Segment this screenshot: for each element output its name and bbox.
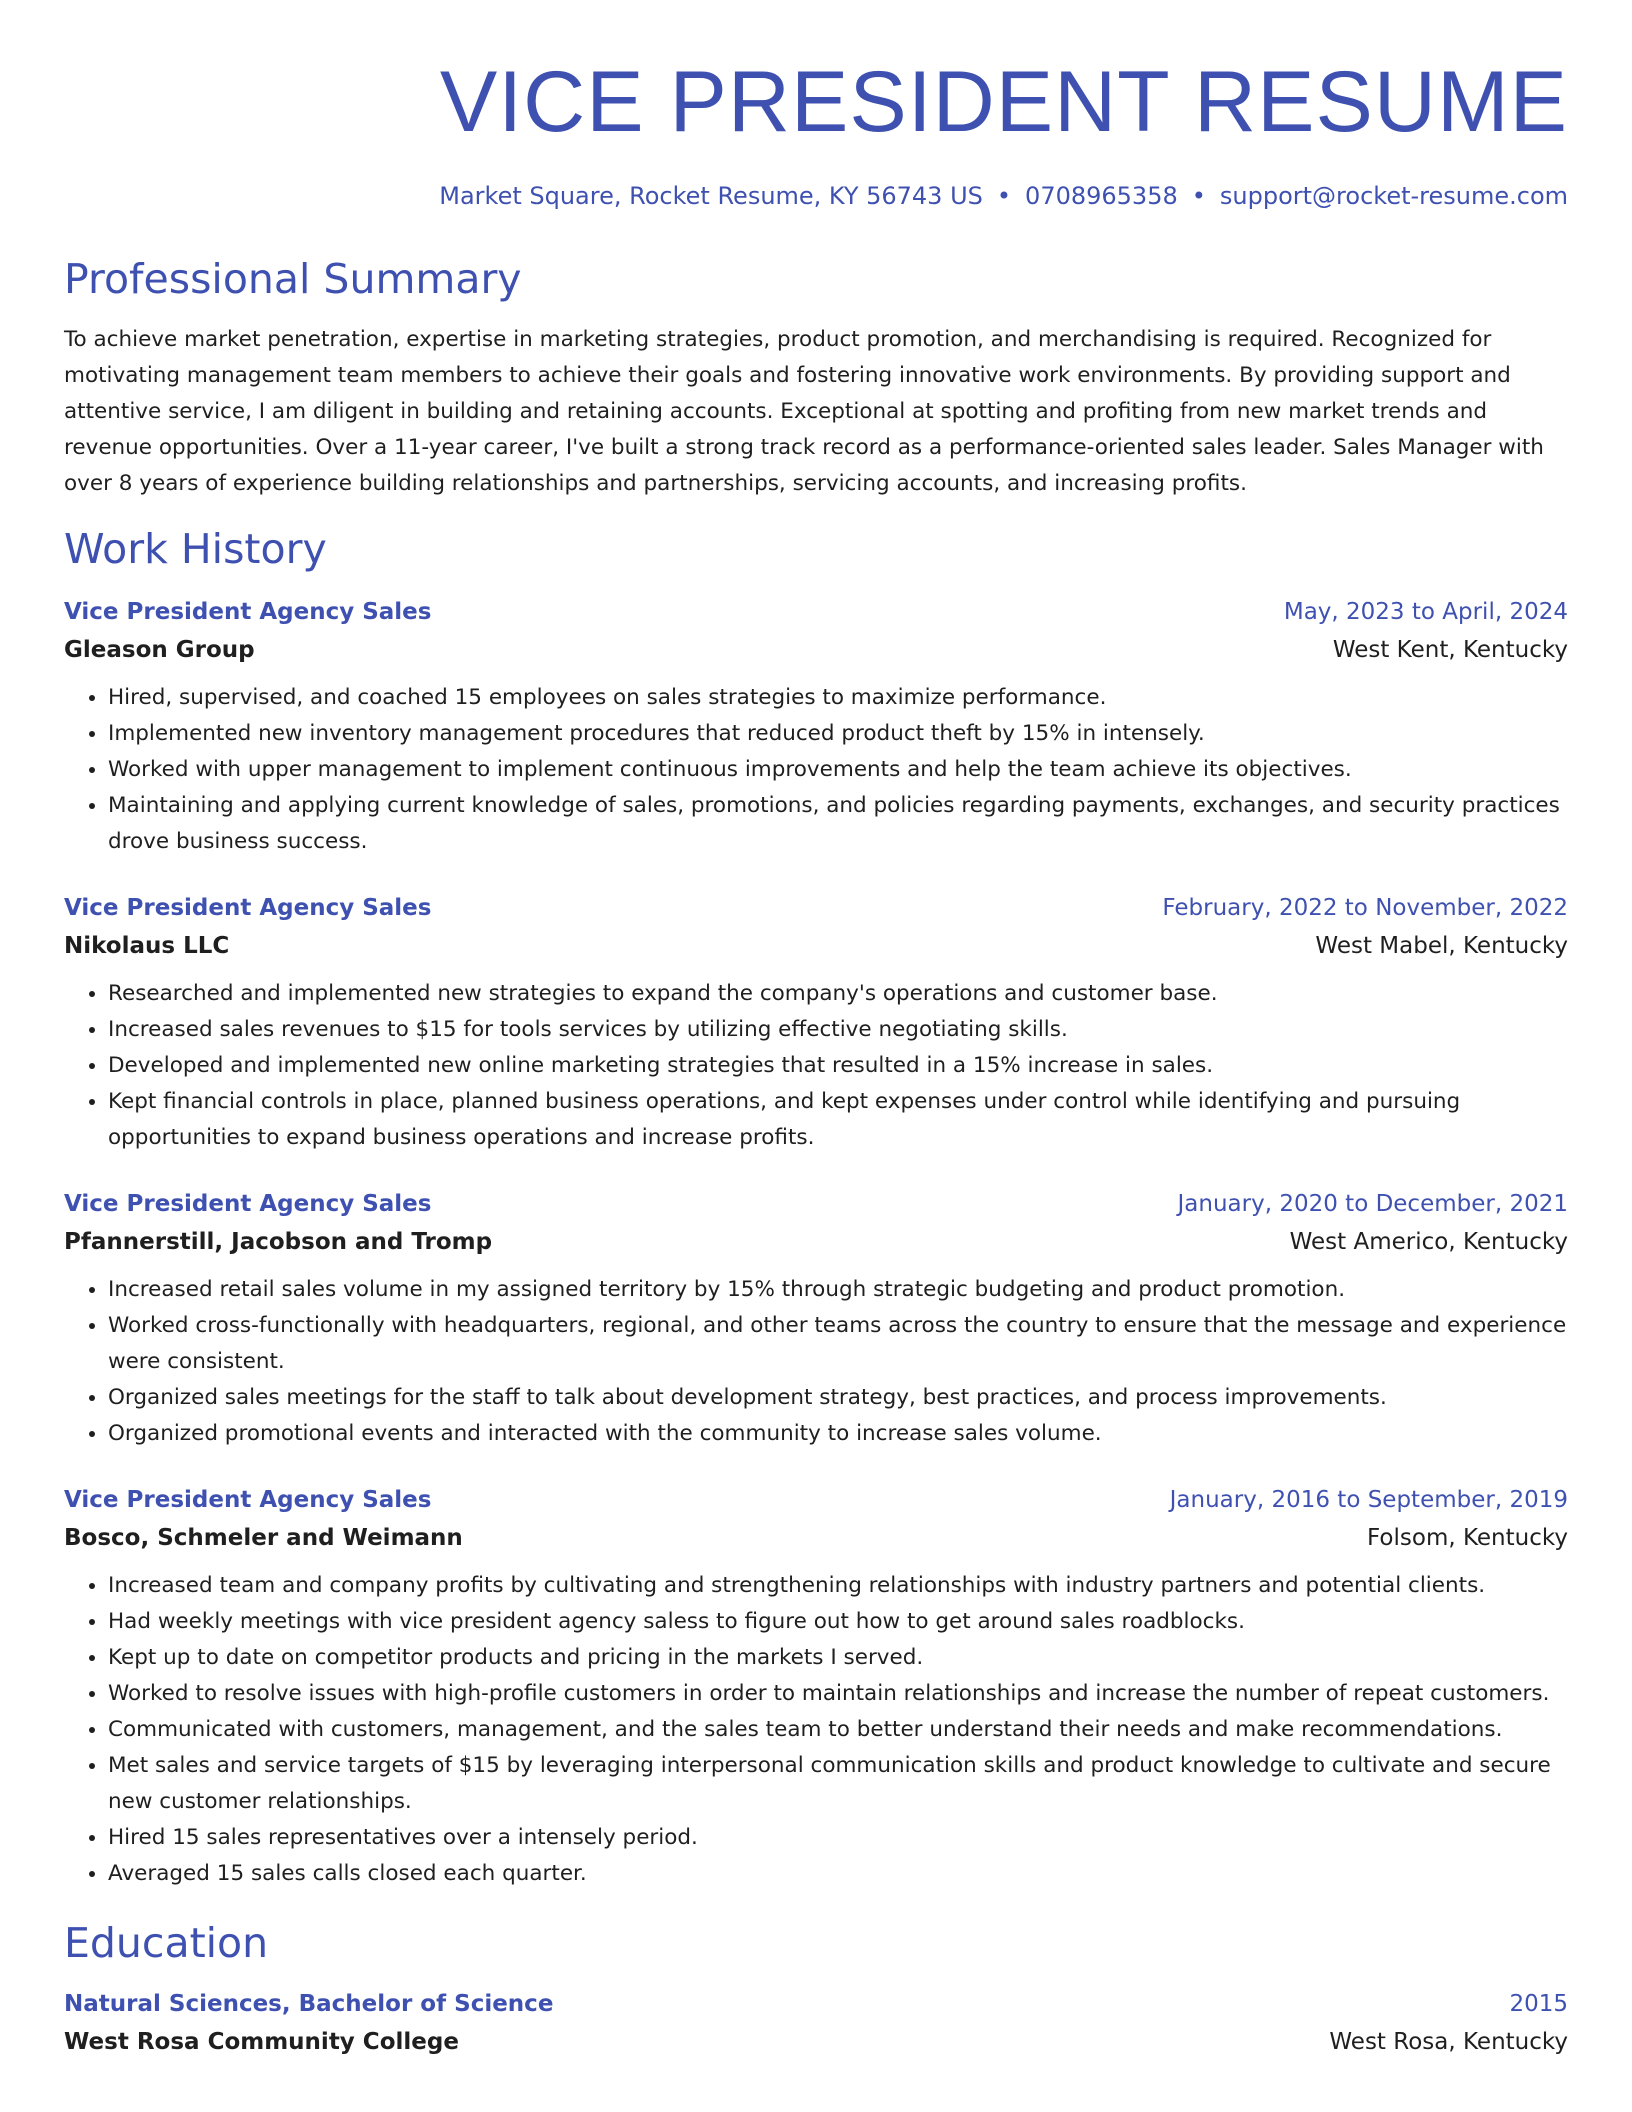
contact-separator: • (1191, 182, 1206, 210)
education-location: West Rosa, Kentucky (1329, 2029, 1568, 2055)
job-entry (64, 890, 1568, 1156)
contact-email: support@rocket-resume.com (1219, 182, 1568, 210)
resume-title: VICE PRESIDENT RESUME (439, 54, 1568, 150)
job-bullet: • Hired 15 sales representatives over a intensely period. (108, 1820, 1568, 1856)
job-bullet: • Met sales and service targets of $15 by leveraging interpersonal communication skills and product knowledge to cultivate and secure new customer relationships. (108, 1748, 1568, 1820)
job-location: Folsom, Kentucky (1367, 1525, 1568, 1551)
contact-line (64, 180, 1568, 212)
job-bullet: • Averaged 15 sales calls closed each quarter. (108, 1856, 1568, 1892)
job-role: Vice President Agency Sales (64, 1191, 432, 1217)
education-school: West Rosa Community College (64, 2029, 459, 2055)
job-bullet: • Worked cross-functionally with headquarters, regional, and other teams across the country to ensure that the message and experience were consistent. (108, 1308, 1568, 1380)
job-bullet: • Increased retail sales volume in my assigned territory by 15% through strategic budgeting and product promotion. (108, 1272, 1568, 1308)
job-bullet: • Had weekly meetings with vice president agency saless to figure out how to get around sales roadblocks. (108, 1604, 1568, 1640)
education-degree: Natural Sciences, Bachelor of Science (64, 1991, 554, 2017)
job-role: Vice President Agency Sales (64, 895, 432, 921)
job-location: West Kent, Kentucky (1332, 637, 1568, 663)
education-entry (64, 1986, 1568, 2062)
job-bullet: • Increased sales revenues to $15 for tools services by utilizing effective negotiating skills. (108, 1012, 1568, 1048)
job-bullets (64, 1272, 1568, 1452)
job-role: Vice President Agency Sales (64, 1487, 432, 1513)
job-bullet: • Hired, supervised, and coached 15 employees on sales strategies to maximize performance. (108, 680, 1568, 716)
job-dates: January, 2016 to September, 2019 (1169, 1487, 1568, 1513)
job-bullets (64, 976, 1568, 1156)
summary-text: To achieve market penetration, expertise in marketing strategies, product promotion, and merchandising is required. Recognized for motivating management team members to achieve their goals and fostering innovative work environments. By providing support and attentive service, I am diligent in building and retaining accounts. Exceptional at spotting and profiting from new market trends and revenue opportunities. Over a 11-year career, I've built a strong track record as a performance-oriented sales leader. Sales Manager with over 8 years of experience building relationships and partnerships, servicing accounts, and increasing profits. (64, 327, 1544, 496)
contact-address: Market Square, Rocket Resume, KY 56743 US (439, 182, 983, 210)
resume-header (64, 52, 1568, 212)
job-company: Gleason Group (64, 637, 255, 663)
job-bullet: • Worked to resolve issues with high-profile customers in order to maintain relationships and increase the number of repeat customers. (108, 1676, 1568, 1712)
job-bullet: • Implemented new inventory management procedures that reduced product theft by 15% in intensely. (108, 716, 1568, 752)
job-bullet: • Maintaining and applying current knowledge of sales, promotions, and policies regarding payments, exchanges, and security practices drove business success. (108, 788, 1568, 860)
job-role: Vice President Agency Sales (64, 599, 432, 625)
work-history-heading: Work History (64, 525, 327, 573)
job-bullet: • Researched and implemented new strategies to expand the company's operations and customer base. (108, 976, 1568, 1012)
job-entry (64, 594, 1568, 860)
job-location: West Mabel, Kentucky (1315, 933, 1568, 959)
job-bullet: • Kept up to date on competitor products and pricing in the markets I served. (108, 1640, 1568, 1676)
job-entry (64, 1186, 1568, 1452)
job-bullet: • Organized promotional events and interacted with the community to increase sales volume. (108, 1416, 1568, 1452)
job-company: Bosco, Schmeler and Weimann (64, 1525, 463, 1551)
job-bullet: • Increased team and company profits by cultivating and strengthening relationships with industry partners and potential clients. (108, 1568, 1568, 1604)
education-year: 2015 (1509, 1991, 1568, 2017)
job-bullets (64, 680, 1568, 860)
job-location: West Americo, Kentucky (1289, 1229, 1568, 1255)
job-bullet: • Organized sales meetings for the staff to talk about development strategy, best practices, and process improvements. (108, 1380, 1568, 1416)
job-dates: February, 2022 to November, 2022 (1162, 895, 1568, 921)
education-heading: Education (64, 1919, 269, 1967)
job-entry (64, 1482, 1568, 1892)
job-bullet: • Kept financial controls in place, planned business operations, and kept expenses under control while identifying and pursuing opportunities to expand business operations and increase profits. (108, 1084, 1568, 1156)
job-bullet: • Worked with upper management to implement continuous improvements and help the team achieve its objectives. (108, 752, 1568, 788)
job-company: Nikolaus LLC (64, 933, 230, 959)
job-company: Pfannerstill, Jacobson and Tromp (64, 1229, 493, 1255)
job-bullets (64, 1568, 1568, 1892)
job-bullet: • Communicated with customers, management, and the sales team to better understand their needs and make recommendations. (108, 1712, 1568, 1748)
contact-phone: 0708965358 (1025, 182, 1178, 210)
contact-separator: • (996, 182, 1012, 210)
job-dates: January, 2020 to December, 2021 (1177, 1191, 1568, 1217)
job-bullet: • Developed and implemented new online marketing strategies that resulted in a 15% increase in sales. (108, 1048, 1568, 1084)
resume-page (64, 0, 1568, 2062)
summary-heading: Professional Summary (64, 255, 522, 303)
job-dates: May, 2023 to April, 2024 (1283, 599, 1568, 625)
